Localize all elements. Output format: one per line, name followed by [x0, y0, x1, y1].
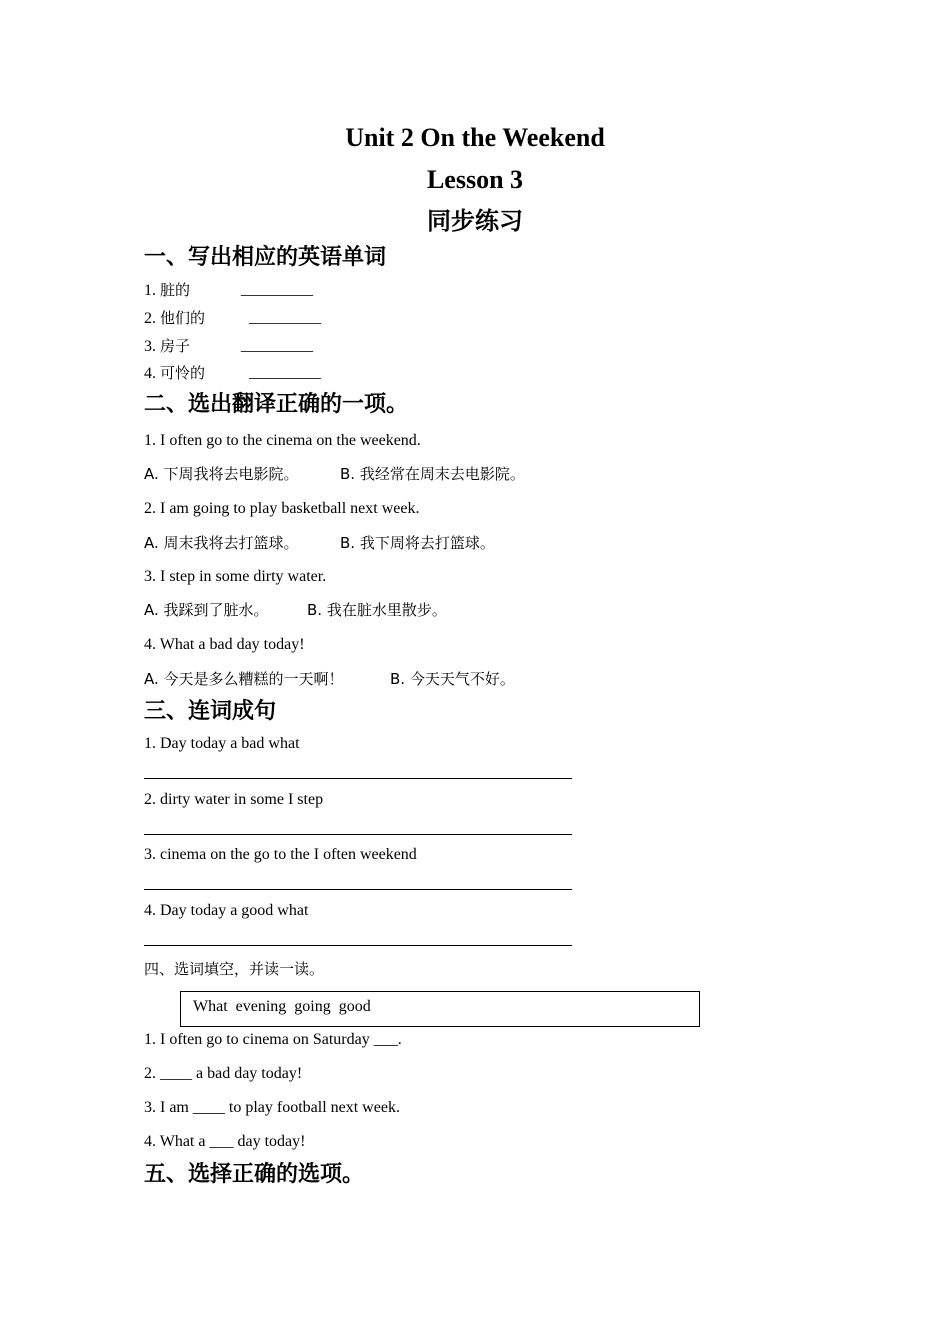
s1-item-4: 4. 可怜的	[144, 364, 206, 382]
s4-item-3: 3. I am ____ to play football next week.	[144, 1099, 400, 1116]
word-bank-box	[180, 991, 700, 1027]
s1-blank-4[interactable]: _________	[249, 364, 321, 381]
s3-item-1: 1. Day today a bad what	[144, 735, 300, 752]
s1-item-3: 3. 房子	[144, 337, 191, 355]
s2-option-4a[interactable]: A. 今天是多么糟糕的一天啊！	[144, 670, 344, 688]
lesson-title: Lesson 3	[426, 165, 524, 194]
s2-question-2: 2. I am going to play basketball next week.	[144, 500, 420, 517]
section3-heading: 三、连词成句	[144, 699, 277, 724]
word-bank-text: What evening going good	[193, 998, 371, 1015]
s2-option-2a[interactable]: A. 周末我将去打篮球。	[144, 534, 299, 552]
s3-item-2: 2. dirty water in some I step	[144, 791, 324, 808]
s3-item-3: 3. cinema on the go to the I often weekend	[144, 846, 417, 863]
s2-option-3a[interactable]: A. 我踩到了脏水。	[144, 601, 269, 619]
s1-item-1: 1. 脏的	[144, 281, 191, 299]
s2-question-4: 4. What a bad day today!	[144, 636, 305, 653]
s4-item-2: 2. ____ a bad day today!	[144, 1065, 303, 1082]
s1-blank-3[interactable]: _________	[241, 337, 313, 354]
section5-heading: 五、选择正确的选项。	[144, 1162, 365, 1187]
unit-title: Unit 2 On the Weekend	[345, 123, 605, 152]
worksheet-subtitle: 同步练习	[427, 207, 523, 235]
s1-blank-2[interactable]: _________	[249, 309, 321, 326]
s3-answer-line-4[interactable]	[144, 945, 572, 946]
s2-option-1b[interactable]: B. 我经常在周末去电影院。	[340, 465, 525, 483]
s2-question-3: 3. I step in some dirty water.	[144, 568, 327, 585]
s2-question-1: 1. I often go to the cinema on the weekend.	[144, 432, 421, 449]
s3-answer-line-3[interactable]	[144, 889, 572, 890]
s1-blank-1[interactable]: _________	[241, 281, 313, 298]
s2-option-3b[interactable]: B. 我在脏水里散步。	[307, 601, 447, 619]
section2-heading: 二、选出翻译正确的一项。	[144, 392, 409, 417]
section4-heading: 四、选词填空，并读一读。	[144, 960, 325, 978]
s1-item-2: 2. 他们的	[144, 309, 206, 327]
s2-option-2b[interactable]: B. 我下周将去打篮球。	[340, 534, 495, 552]
s2-option-4b[interactable]: B. 今天天气不好。	[390, 670, 515, 688]
s3-answer-line-1[interactable]	[144, 778, 572, 779]
s3-item-4: 4. Day today a good what	[144, 902, 309, 919]
s3-answer-line-2[interactable]	[144, 834, 572, 835]
s4-item-1: 1. I often go to cinema on Saturday ___.	[144, 1031, 402, 1048]
s4-item-4: 4. What a ___ day today!	[144, 1133, 306, 1150]
section1-heading: 一、写出相应的英语单词	[144, 245, 387, 270]
s2-option-1a[interactable]: A. 下周我将去电影院。	[144, 465, 299, 483]
